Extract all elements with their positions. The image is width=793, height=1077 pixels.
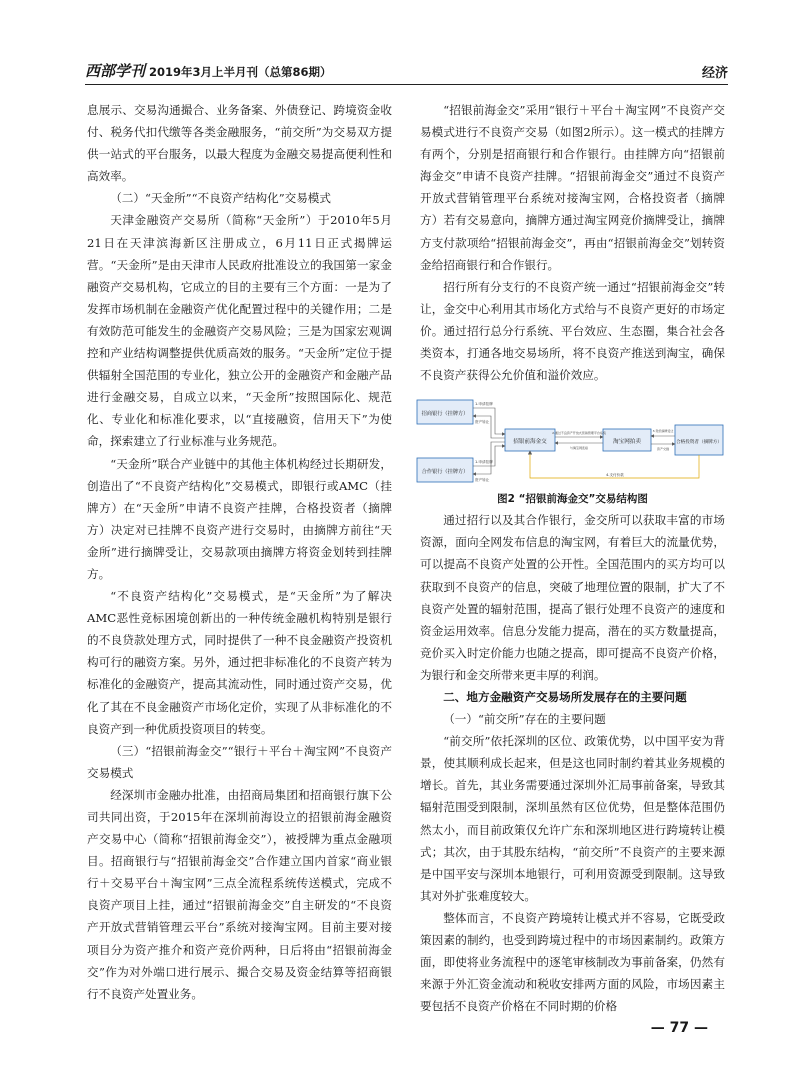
paragraph: 天津金融资产交易所（简称“天金所”）于2010年5月21日在天津滨海新区注册成立，6月11日正式揭牌运营。“天金所”是由天津市人民政府批准设立的我国第一家金融资产交易机构，它成立的目的主要有三个方面：一是为了发挥市场机制在金融资产优化配置过程中的关键作用；二是有效防范可能发生的金融资产交易风险；三是为国家宏观调控和产业结构调整提供优质高效的服务。“天金所”定位于提供辐射全国范围的专业化，独立公开的金融资产和金融产品进行金融交易，自成立以来，“天金所”按照国际化、规范化、专业化和标准化要求，以“直接融资，信用天下”为使命，探索建立了行业标准与业务规范。 [87,213,392,449]
diagram-canvas [415,394,725,489]
paragraph: “前交所”依托深圳的区位、政策优势，以中国平安为背景，使其顺利成长起来，但是这也同时制约着其业务规模的增长。首先，其业务需要通过深圳外汇局事前备案，导致其辐射范围受到限制，深圳虽然有区位优势，但是整体范围仍然太小，而目前政策仅允许广东和深圳地区进行跨境转让模式；其次，由于其股东结构，“前交所”不良资产的主要来源是中国平安与深圳本地银行，可利用资源受到限制。这导致其对外扩张难度较大。 [420,734,725,903]
page-header [85,60,728,85]
subheading-tianjin: （二）“天金所”“不良资产结构化”交易模式 [110,191,331,206]
issue-info: 2019年3月上半月刊（总第86期） [149,65,332,79]
edge-label-partner-top: 1.申请挂牌 [475,460,493,465]
page-number: — 77 — [650,1020,708,1036]
edge-label-exchange-taobao-top: 2.通过不良资产开放式营销管理平台系统 [552,431,606,436]
edge-label-partner-bottom: 资产转让 [475,478,490,483]
paragraph: 经深圳市金融办批准，由招商局集团和招商银行旗下公司共同出资，于2015年在深圳前海设立的招银前海金融资产交易中心（简称“招银前海金交”），被授牌为重点金融项目。招商银行与“招银前海金交”合作建立国内首家“商业银行＋交易平台＋淘宝网”三点全流程系统传送模式，完成不良资产项目上挂，通过“招银前海金交”自主研发的“不良资产开放式营销管理云平台”系统对接淘宝网。目前主要对接项目分为资产推介和资产竞价两种，日后将由“招银前海金交”作为对外端口进行展示、撮合交易及资金结算等招商银行不良资产处置业务。 [87,787,392,1001]
node-investor-label: 合格投资者（摘牌方） [676,440,722,446]
edge-label-cmb-bottom: 资产转让 [475,420,490,425]
paragraph: 息展示、交易沟通撮合、业务备案、外债登记、跨境资金收付、税务代扣代缴等各类金融服务，“前交所”为交易双方提供一站式的平台服务，以最大程度为金融交易提高便利性和高效率。 [87,103,392,184]
header-left [85,60,332,84]
section-heading-2: 二、地方金融资产交易场所发展存在的主要问题 [443,689,687,704]
left-column [87,99,392,1005]
paragraph: 招行所有分支行的不良资产统一通过“招银前海金交”转让，金交中心利用其市场化方式给与不良资产更好的市场定价。通过招行总分行系统、平台效应、生态圈，集合社会各类资本，打通各地交易场所，将不良资产推送到淘宝，确保不良资产获得公允价值和溢价效应。 [420,279,725,383]
edge-label-taobao-investor-top: 3.竞价摘牌受让 [652,429,674,434]
paragraph: 通过招行以及其合作银行，金交所可以获取丰富的市场资源，面向全网发布信息的淘宝网，有着巨大的流量优势，可以提高不良资产处置的公开性。全国范围内的买方均可以获取到不良资产的信息，突破了地理位置的限制，扩大了不良资产处置的辐射范围，提高了银行处理不良资产的速度和资金运用效率。信息分发能力提高，潜在的买方数量提高，竞价买入时定价能力也随之提高，即可提高不良资产价格，为银行和金交所带来更丰厚的利润。 [420,513,725,682]
paragraph: “不良资产结构化”交易模式，是“天金所”为了解决AMC恶性竞标困境创新出的一种传统金融机构特别是银行的不良贷款处理方式，同时提供了一种不良金融资产投资机构可行的融资方案。另外，通过把非标准化的不良资产转为标准化的金融资产，提高其流动性，同时通过资产交易，优化了其在不良金融资产市场化定价，实现了从非标准化的不良资产到一种优质投资项目的转变。 [87,589,392,736]
edge-label-taobao-investor-bottom: 资产交割 [656,447,670,452]
subheading-qianhai: （一）“前交所”存在的主要问题 [443,712,606,727]
journal-logo: 西部学刊 [85,62,146,80]
node-cmb-label: 招商银行（挂牌方） [421,411,469,418]
right-column [420,99,725,1017]
figure-2-diagram [415,394,725,489]
section-tag: 经济 [701,66,728,81]
node-partner-label: 合作银行（挂牌方） [421,469,469,476]
edge-label-cmb-top: 1.申请挂牌 [475,402,493,407]
edge-label-exchange-taobao-bottom: 与淘宝网连接 [569,446,589,451]
paragraph: “天金所”联合产业链中的其他主体机构经过长期研发，创造出了“不良资产结构化”交易模式，即银行或AMC（挂牌方）在“天金所”申请不良资产挂牌，合格投资者（摘牌方）决定对已挂牌不良资产进行交易时，由摘牌方前往“天金所”进行摘牌受让，交易款项由摘牌方将资金划转到挂牌方。 [87,456,392,581]
edge-label-payment: 4.支付价款 [606,473,624,478]
paragraph: 整体而言，不良资产跨境转让模式并不容易，它既受政策因素的制约，也受到跨境过程中的市场因素制约。政策方面，即使将业务流程中的逐笔审核制改为事前备案，仍然有来源于外汇资金流动和税收安排两方面的风险，市场因素主要包括不良资产价格在不同时期的价格 [420,910,725,1014]
node-exchange-label: 招银前海金交 [513,439,547,446]
paragraph: “招银前海金交”采用“银行＋平台＋淘宝网”不良资产交易模式进行不良资产交易（如图2所示）。这一模式的挂牌方有两个，分别是招商银行和合作银行。由挂牌方向“招银前海金交”申请不良资产挂牌。“招银前海金交”通过不良资产开放式营销管理平台系统对接淘宝网，合格投资者（摘牌方）若有交易意向，摘牌方通过淘宝网竞价摘牌受让，摘牌方支付款项给“招银前海金交”，再由“招银前海金交”划转资金给招商银行和合作银行。 [420,103,725,272]
subheading-zhaoyin: （三）“招银前海金交”“银行＋平台＋淘宝网”不良资产交易模式 [87,743,392,780]
figure-caption: 图2 “招银前海金交”交易结构图 [497,493,648,506]
node-taobao-label: 淘宝网拍卖 [613,439,641,446]
